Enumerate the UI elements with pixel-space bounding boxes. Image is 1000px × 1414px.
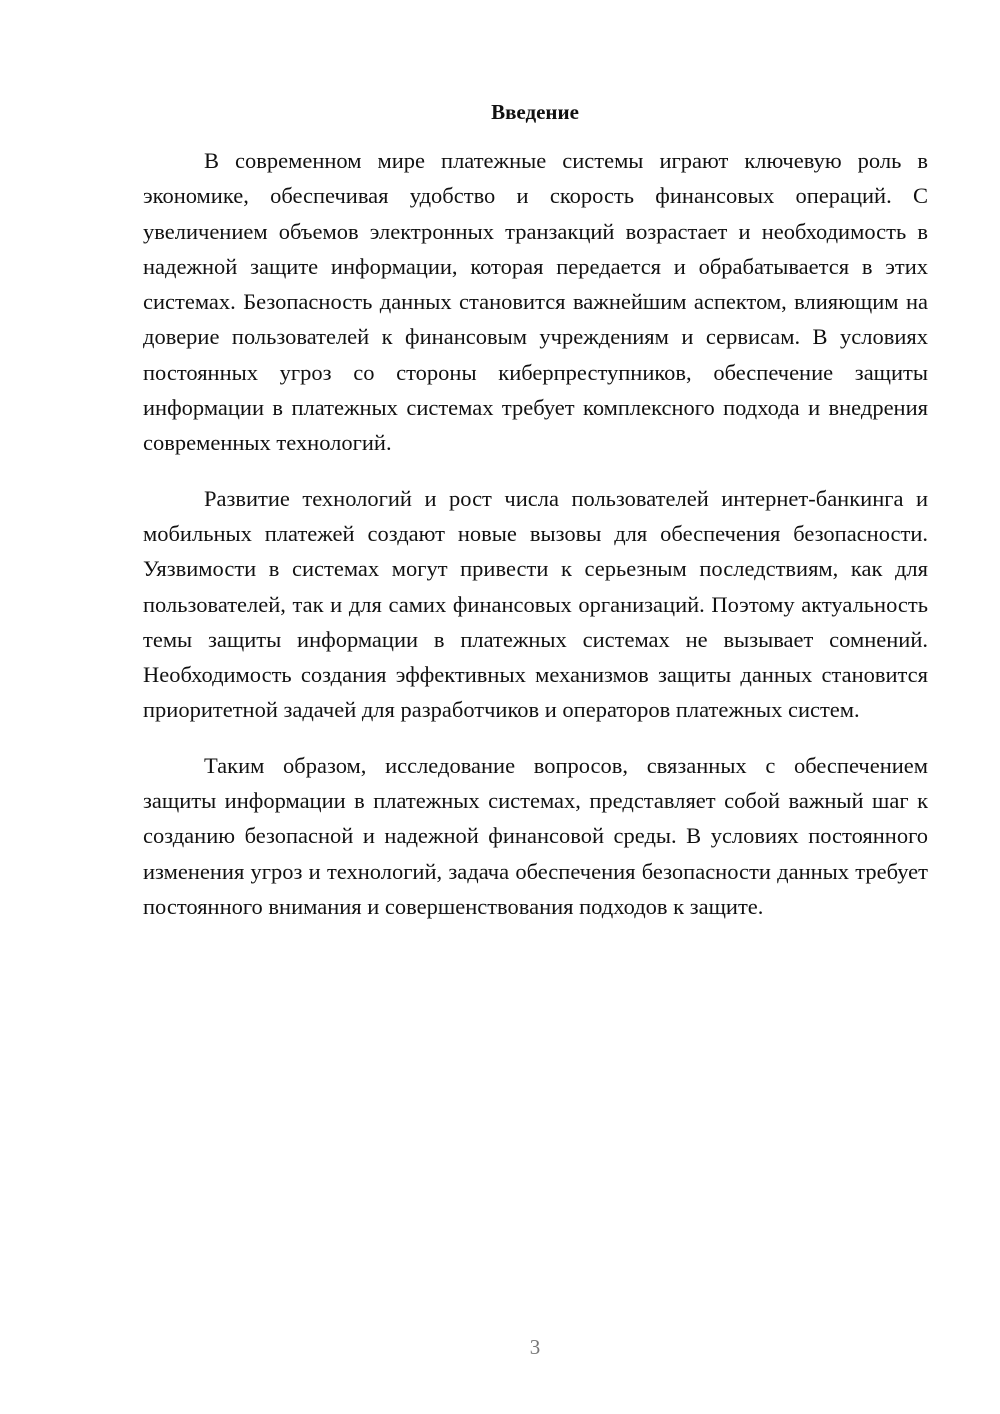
section-heading: Введение [491,100,579,124]
paragraph-1: В современном мире платежные системы играют ключевую роль в экономике, обеспечивая удобство и скорость финансовых операций. С увеличением объемов электронных транзакций возрастает и необходимость в надежной защите информации, которая передается и обрабатывается в этих системах. Безопасность данных становится важнейшим аспектом, влияющим на доверие пользователей к финансовым учреждениям и сервисам. В условиях постоянных угроз со стороны киберпреступников, обеспечение защиты информации в платежных системах требует комплексного подхода и внедрения современных технологий. [143,148,928,456]
paragraph-3: Таким образом, исследование вопросов, связанных с обеспечением защиты информации в платежных системах, представляет собой важный шаг к созданию безопасной и надежной финансовой среды. В условиях постоянного изменения угроз и технологий, задача обеспечения безопасности данных требует постоянного внимания и совершенствования подходов к защите. [143,752,928,919]
page-number: 3 [529,1335,541,1359]
paragraph-2: Развитие технологий и рост числа пользователей интернет-банкинга и мобильных платежей создают новые вызовы для обеспечения безопасности. Уязвимости в системах могут привести к серьезным последствиям, как для пользователей, так и для самих финансовых организаций. Поэтому актуальность темы защиты информации в платежных системах не вызывает сомнений. Необходимость создания эффективных механизмов защиты данных становится приоритетной задачей для разработчиков и операторов платежных систем. [143,485,928,723]
body-text [143,143,928,944]
